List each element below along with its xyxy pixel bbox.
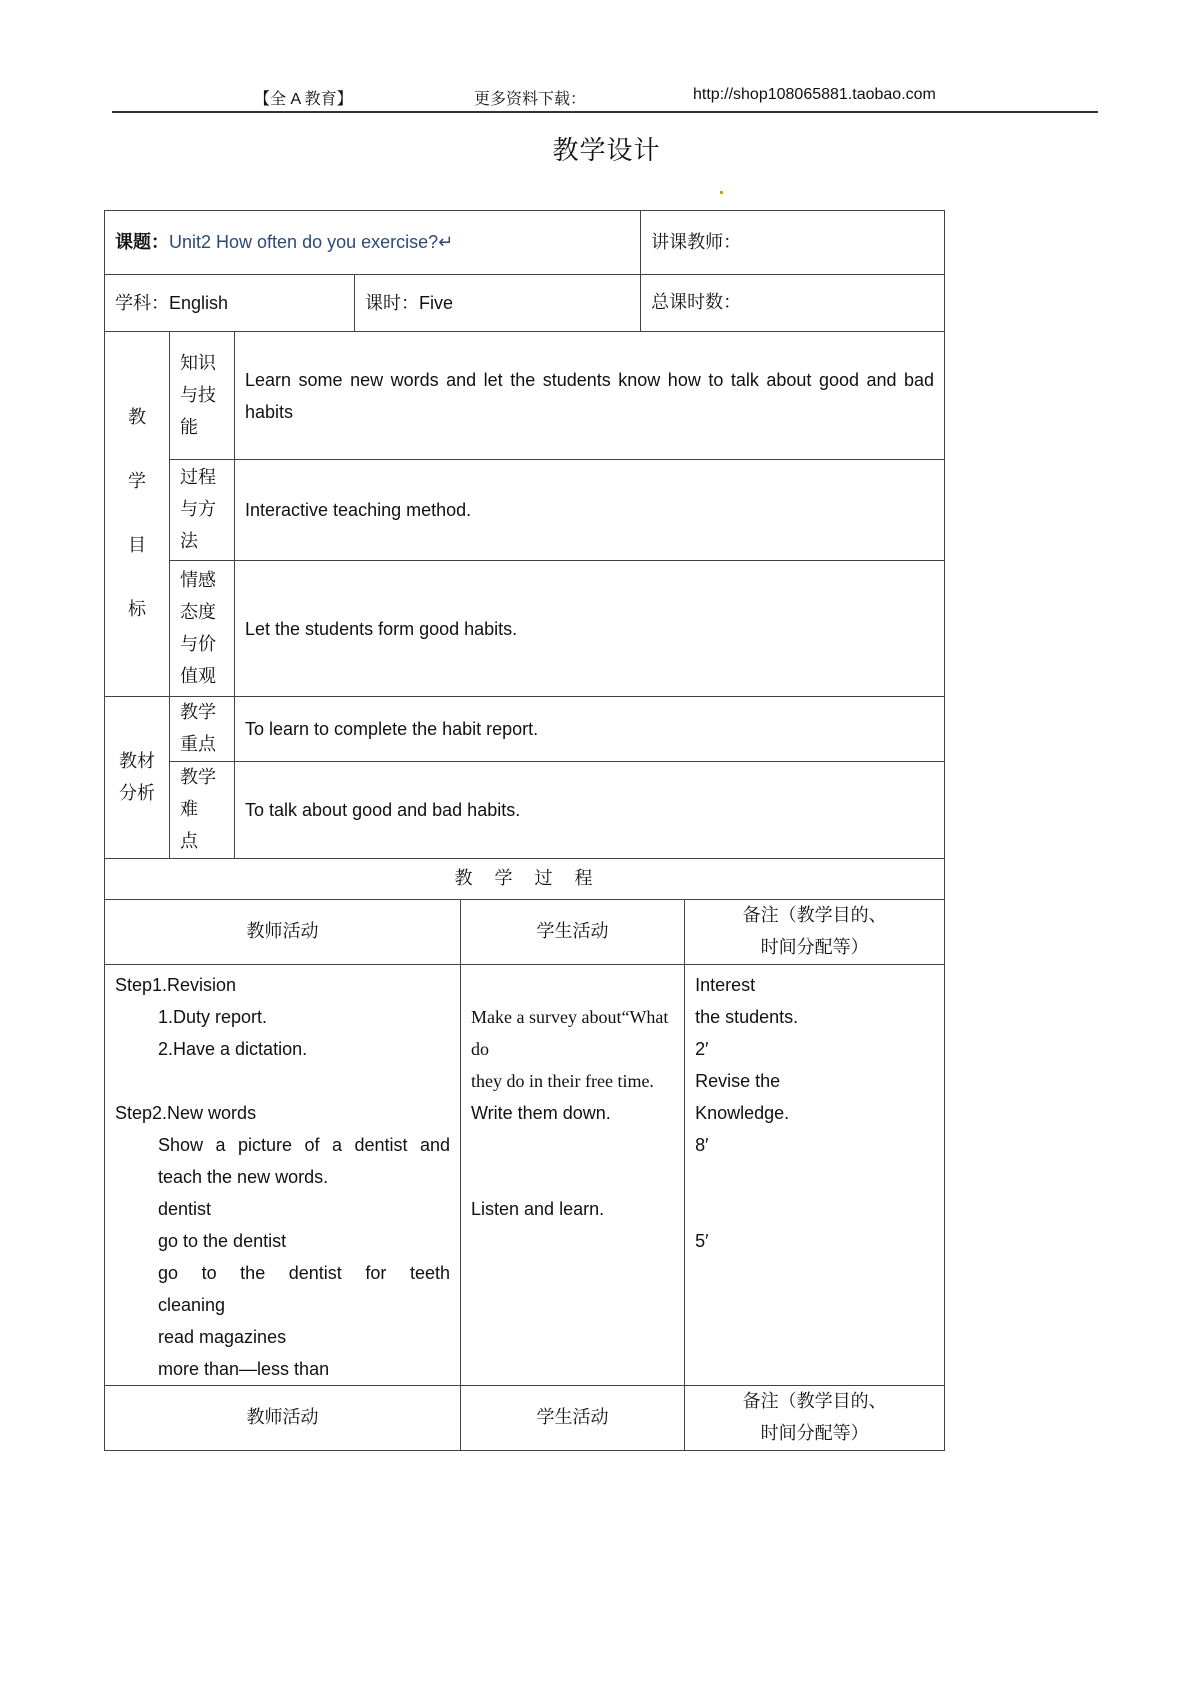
knowledge-text [235, 332, 945, 460]
topic-value: Unit2 How often do you exercise?↵ [169, 232, 454, 252]
analysis-label [105, 697, 170, 859]
attitude-text [235, 561, 945, 697]
knowledge-label [170, 332, 235, 460]
label-line: 难 [180, 799, 198, 820]
period-value: Five [419, 292, 454, 313]
student-line [471, 1161, 674, 1193]
teacher-line [115, 1065, 450, 1097]
label-line: 教学 [180, 767, 216, 788]
label-line: 与价 [180, 633, 216, 655]
teacher-line: dentist [158, 1199, 212, 1219]
col-student-activity [461, 900, 685, 965]
notes-line: 5′ [695, 1231, 709, 1251]
label-line: 分析 [119, 782, 155, 804]
header-brand: 【全 A 教育】 [254, 91, 353, 108]
teacher-line: 1.Duty report. [158, 1007, 268, 1027]
key-point-text [235, 697, 945, 762]
teacher-line: go to the dentist [158, 1231, 287, 1251]
col-notes-line: 时间分配等） [760, 937, 869, 958]
label-line: 与方 [180, 499, 216, 520]
process-title [105, 859, 945, 900]
notes-cell [685, 965, 945, 1386]
key-point-label [170, 697, 235, 762]
objectives-label-char: 目 [128, 535, 146, 556]
teacher-cell [641, 211, 945, 275]
col-teacher-activity [105, 900, 461, 965]
teacher-line: Step1.Revision [115, 975, 237, 995]
notes-line: Revise the [695, 1071, 781, 1091]
label-line: 点 [180, 831, 198, 852]
subject-cell [105, 275, 355, 332]
objectives-label-char: 教 [128, 407, 146, 428]
teacher-line: go to the dentist for teeth [158, 1263, 450, 1283]
notes-line: Knowledge. [695, 1103, 790, 1123]
col-student-label: 学生活动 [536, 921, 609, 942]
difficulty-text-value: To talk about good and bad habits. [245, 800, 521, 820]
col-teacher-activity-repeat [105, 1386, 461, 1451]
key-point-text-value: To learn to complete the habit report. [245, 719, 539, 739]
page-title: 教学设计 [552, 136, 661, 166]
header-download: 更多资料下载： [474, 91, 587, 108]
label-line: 重点 [180, 734, 216, 755]
process-method-label [170, 460, 235, 561]
topic-cell [105, 211, 641, 275]
teacher-activity-cell [105, 965, 461, 1386]
label-line: 与技 [180, 384, 216, 406]
teacher-line: read magazines [158, 1327, 287, 1347]
notes-line: the students. [695, 1007, 799, 1027]
objectives-label [105, 332, 170, 697]
col-student-label: 学生活动 [536, 1407, 609, 1428]
attitude-text-value: Let the students form good habits. [245, 618, 518, 639]
teacher-line: teach the new words. [158, 1167, 329, 1187]
period-cell [355, 275, 641, 332]
objectives-label-char: 标 [128, 599, 146, 620]
objectives-label-char: 学 [128, 471, 146, 492]
student-line: they do in their free time. [471, 1071, 654, 1091]
total-periods-cell [641, 275, 945, 332]
col-student-activity-repeat [461, 1386, 685, 1451]
difficulty-text [235, 762, 945, 859]
process-method-text-value: Interactive teaching method. [245, 500, 472, 520]
col-notes-line: 备注（教学目的、 [742, 1391, 887, 1412]
teacher-line: more than—less than [158, 1359, 330, 1379]
teacher-label: 讲课教师： [651, 231, 742, 253]
teacher-line: cleaning [158, 1295, 226, 1315]
subject-label: 学科： [115, 292, 169, 314]
teacher-line: 2.Have a dictation. [158, 1039, 308, 1059]
lesson-plan-table [104, 210, 945, 1451]
subject-value: English [169, 292, 229, 313]
col-notes [685, 900, 945, 965]
process-title-text: 教 学 过 程 [454, 868, 595, 889]
student-line [471, 1129, 674, 1161]
label-line: 教学 [180, 702, 216, 723]
col-notes-line: 时间分配等） [760, 1423, 869, 1444]
col-notes-line: 备注（教学目的、 [742, 905, 887, 926]
student-line: Make a survey about“What do [471, 1007, 669, 1059]
notes-line: 2′ [695, 1039, 709, 1059]
knowledge-text-value: Learn some new words and let the students know how to talk about good and bad habits [245, 369, 935, 422]
student-line: Write them down. [471, 1103, 611, 1123]
attitude-label [170, 561, 235, 697]
header-url[interactable]: http://shop108065881.taobao.com [693, 86, 936, 103]
label-line: 能 [180, 416, 198, 438]
label-line: 值观 [180, 665, 216, 687]
notes-line: Interest [695, 975, 756, 995]
student-line [471, 969, 674, 1001]
period-label: 课时： [365, 292, 419, 314]
student-activity-cell [461, 965, 685, 1386]
notes-line: 8′ [695, 1135, 709, 1155]
student-line: Listen and learn. [471, 1199, 605, 1219]
difficulty-label [170, 762, 235, 859]
label-line: 态度 [180, 601, 216, 623]
decorative-dot [720, 191, 723, 194]
label-line: 教材 [119, 750, 155, 772]
topic-label: 课题： [115, 232, 169, 253]
label-line: 知识 [180, 352, 216, 374]
teacher-line: Show a picture of a dentist and [158, 1135, 450, 1155]
header-divider [112, 111, 1098, 113]
label-line: 法 [180, 531, 198, 552]
col-teacher-label: 教师活动 [246, 1407, 319, 1428]
label-line: 情感 [180, 569, 216, 591]
label-line: 过程 [180, 467, 216, 488]
process-method-text [235, 460, 945, 561]
total-periods-label: 总课时数： [651, 292, 742, 313]
notes-line [695, 1193, 934, 1225]
col-notes-repeat [685, 1386, 945, 1451]
notes-line [695, 1161, 934, 1193]
teacher-line: Step2.New words [115, 1103, 257, 1123]
col-teacher-label: 教师活动 [246, 921, 319, 942]
